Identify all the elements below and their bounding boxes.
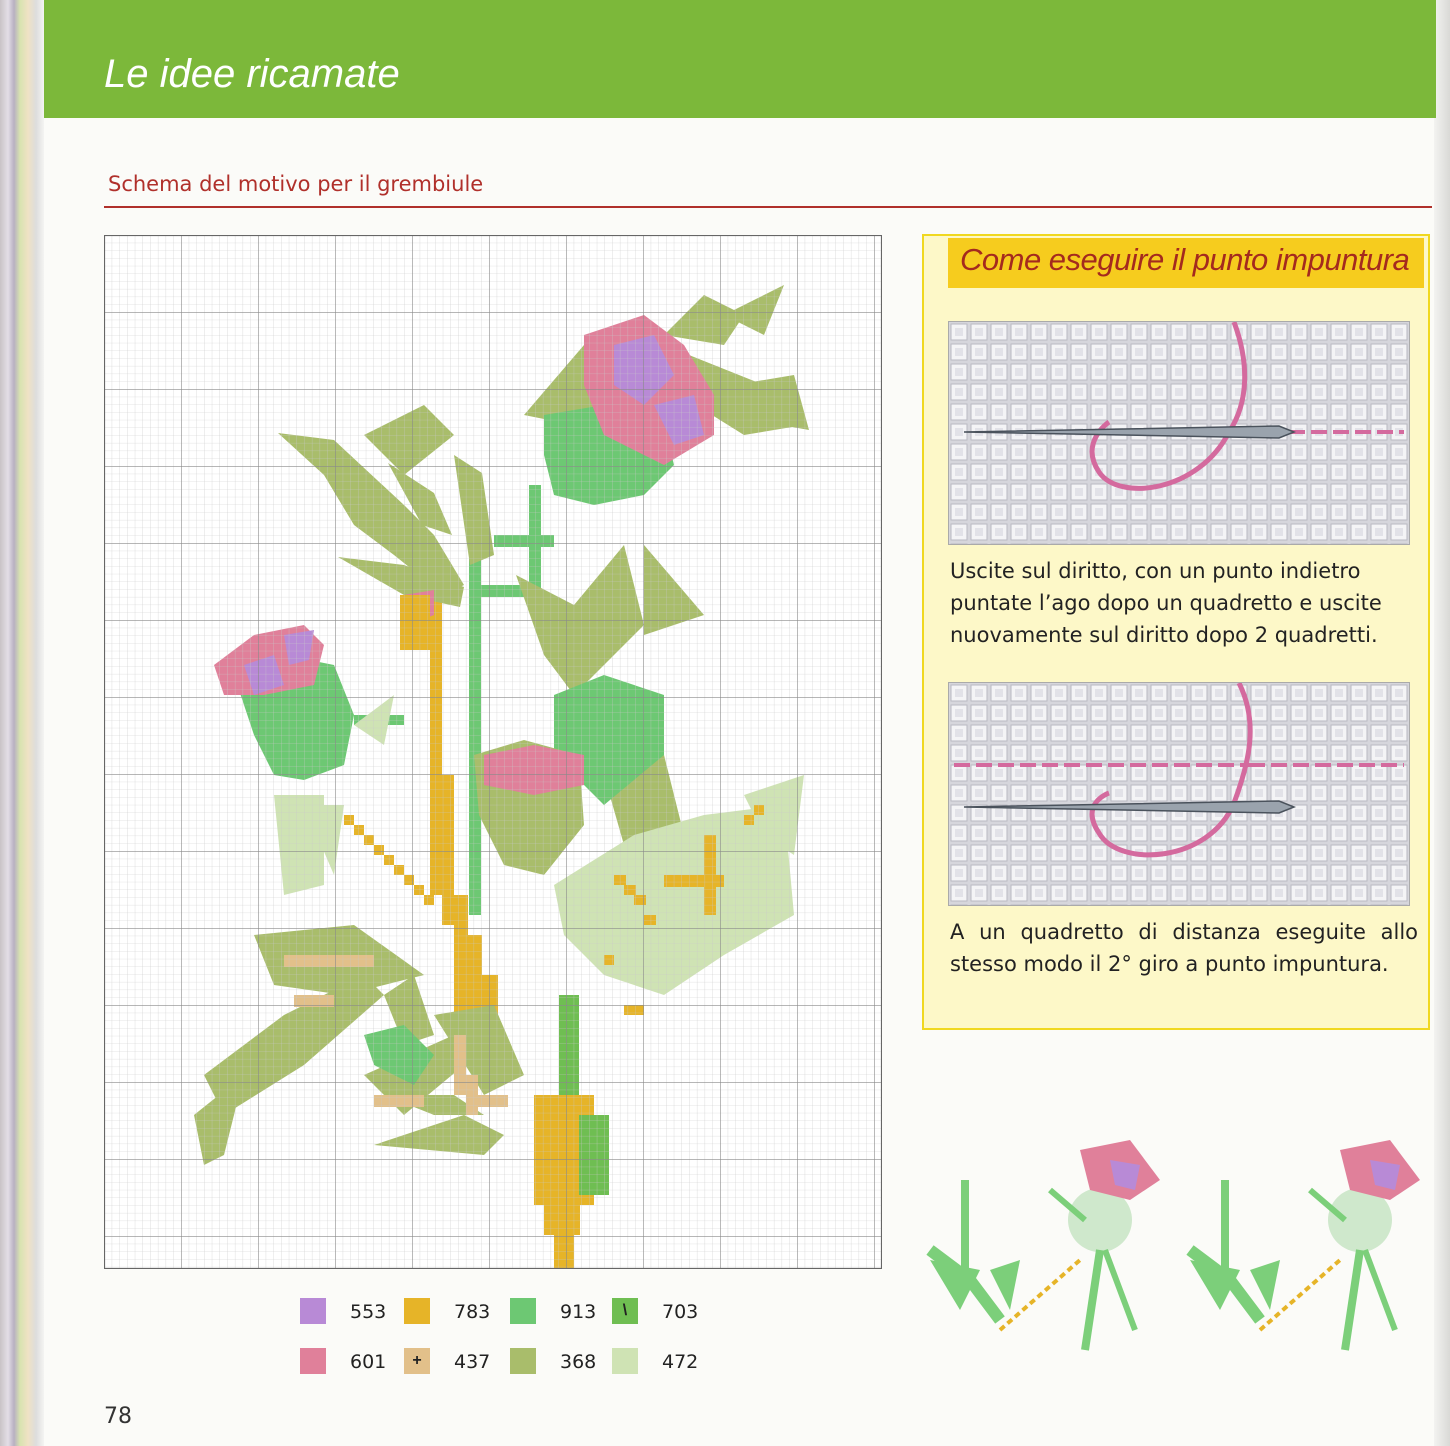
section-title: Schema del motivo per il grembiule: [108, 172, 484, 196]
legend-code: 783: [454, 1301, 491, 1323]
legend-swatch-472: [612, 1348, 638, 1374]
cross-stitch-chart: [104, 235, 882, 1269]
border-motif-right: [1190, 1140, 1420, 1350]
tip-step2-line: A un quadretto di distanza eseguite allo: [950, 920, 1418, 944]
legend-item-703: [612, 1296, 722, 1326]
legend-swatch-703: [612, 1298, 638, 1324]
legend-code: 553: [350, 1301, 387, 1323]
tip-step2-line: stesso modo il 2° giro a punto impuntura.: [950, 952, 1389, 976]
legend-swatch-913: [510, 1298, 536, 1324]
stitch-illustration-step2: [948, 682, 1410, 906]
tip-step1-text: [950, 555, 1418, 651]
color-legend: [300, 1296, 740, 1386]
section-rule: [104, 206, 1432, 208]
page-gutter: [1434, 0, 1450, 1446]
legend-code: 437: [454, 1351, 491, 1373]
tip-step2-text: [950, 916, 1418, 980]
legend-item-368: [510, 1346, 620, 1376]
thistle-border-motif: [910, 1120, 1430, 1380]
legend-code: 703: [662, 1301, 699, 1323]
legend-swatch-601: [300, 1348, 326, 1374]
tip-title: Come eseguire il punto impuntura: [960, 242, 1410, 277]
legend-item-913: [510, 1296, 620, 1326]
legend-swatch-437: [404, 1348, 430, 1374]
legend-item-472: [612, 1346, 722, 1376]
legend-item-553: [300, 1296, 410, 1326]
legend-swatch-783: [404, 1298, 430, 1324]
legend-code: 601: [350, 1351, 387, 1373]
legend-item-783: [404, 1296, 514, 1326]
legend-symbol-plus: +: [412, 1352, 422, 1369]
stitch-illustration-step1: [948, 321, 1410, 545]
page-number: 78: [104, 1404, 132, 1429]
header-title: Le idee ricamate: [104, 52, 400, 96]
legend-swatch-368: [510, 1348, 536, 1374]
tip-step1-line: puntate l’ago dopo un quadretto e uscite: [950, 591, 1382, 615]
legend-item-601: [300, 1346, 410, 1376]
header-band: [44, 0, 1436, 118]
legend-item-437: [404, 1346, 514, 1376]
legend-code: 913: [560, 1301, 597, 1323]
legend-symbol-backslash: \: [622, 1302, 628, 1319]
tip-step1-line: nuovamente sul diritto dopo 2 quadretti.: [950, 623, 1378, 647]
legend-code: 368: [560, 1351, 597, 1373]
legend-code: 472: [662, 1351, 699, 1373]
border-motif-left: [930, 1140, 1160, 1350]
tip-step1-line: Uscite sul diritto, con un punto indietro: [950, 559, 1361, 583]
legend-swatch-553: [300, 1298, 326, 1324]
page-edge: [0, 0, 44, 1446]
